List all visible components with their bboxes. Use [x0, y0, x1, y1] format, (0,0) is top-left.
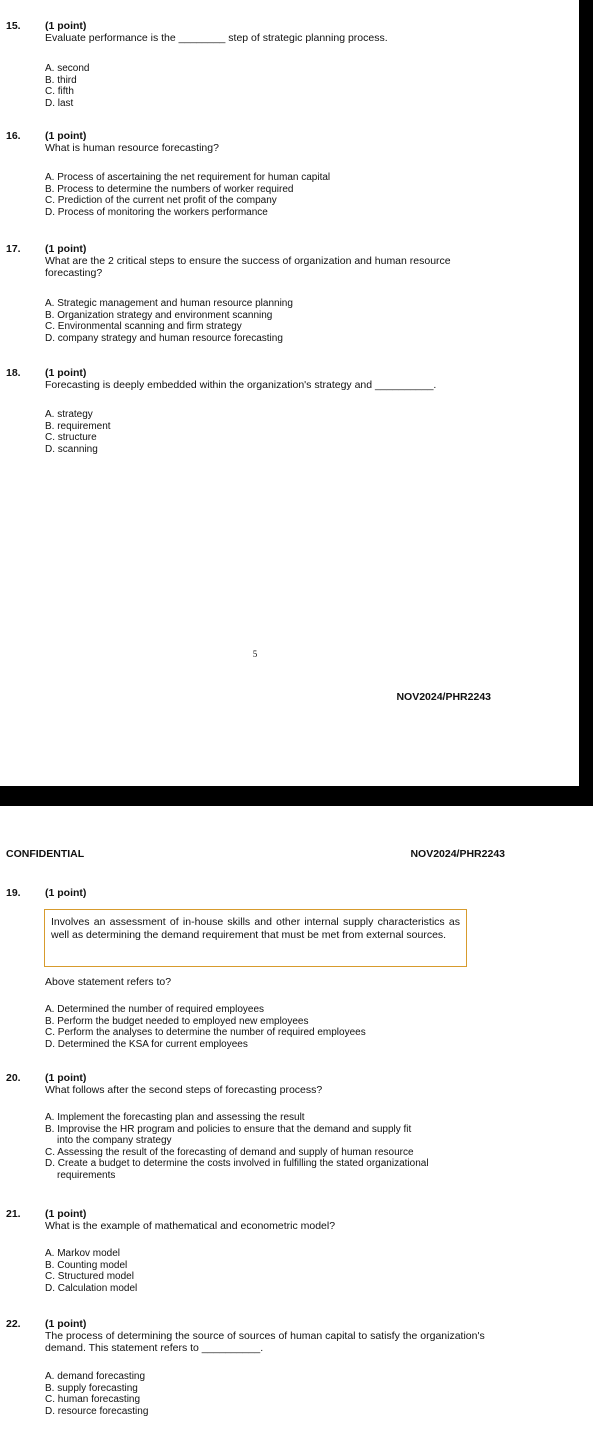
option-c: C. human forecasting [45, 1394, 141, 1405]
option-d-continued: requirements [57, 1169, 116, 1181]
question-number: 20. [6, 1072, 21, 1084]
options-list [45, 1371, 515, 1417]
options-list [45, 63, 515, 109]
option-d: D. Create a budget to determine the costs involved in fulfilling the stated organizational [45, 1158, 429, 1169]
option-b: B. third [45, 74, 77, 86]
option-c: C. Prediction of the current net profit of the company [45, 195, 277, 206]
options-list [45, 1112, 515, 1181]
question-number: 22. [6, 1318, 21, 1330]
option-c: C. Assessing the result of the forecasting of demand and supply of human resource [45, 1146, 414, 1158]
option-c: C. structure [45, 432, 97, 443]
page-break-divider [0, 786, 593, 806]
option-d: D. resource forecasting [45, 1405, 149, 1417]
option-d: D. Determined the KSA for current employees [45, 1038, 248, 1050]
option-a: A. second [45, 63, 90, 74]
option-a: A. Implement the forecasting plan and assessing the result [45, 1112, 305, 1123]
option-c: C. Structured model [45, 1271, 134, 1282]
question-number: 17. [6, 243, 21, 255]
header-document-code: NOV2024/PHR2243 [410, 848, 505, 860]
option-a: A. Strategic management and human resource planning [45, 298, 293, 309]
question-points: (1 point) [45, 243, 87, 255]
page-edge-shadow [579, 0, 593, 790]
option-b-continued: into the company strategy [57, 1135, 172, 1146]
option-c: C. Perform the analyses to determine the number of required employees [45, 1027, 366, 1038]
options-list [45, 1248, 515, 1294]
option-c: C. fifth [45, 86, 74, 97]
question-stem: What is human resource forecasting? [45, 142, 219, 154]
question-number: 19. [6, 887, 21, 899]
option-b: B. Process to determine the numbers of worker required [45, 183, 294, 195]
question-points: (1 point) [45, 367, 87, 379]
option-c: C. Environmental scanning and firm strategy [45, 321, 242, 332]
question-points: (1 point) [45, 130, 87, 142]
option-a: A. Process of ascertaining the net requirement for human capital [45, 172, 331, 183]
option-d: D. last [45, 97, 74, 109]
option-d: D. Calculation model [45, 1282, 138, 1294]
question-points: (1 point) [45, 1072, 87, 1084]
question-stem: What are the 2 critical steps to ensure the success of organization and human resource forecasting? [45, 255, 451, 279]
option-a: A. Determined the number of required employees [45, 1004, 265, 1015]
option-d: D. company strategy and human resource forecasting [45, 332, 283, 344]
options-list [45, 172, 515, 218]
options-list [45, 298, 515, 344]
question-points: (1 point) [45, 1318, 87, 1330]
question-stem: The process of determining the source of sources of human capital to satisfy the organization's demand. This statement refers to __________. [45, 1330, 485, 1354]
options-list [45, 1004, 515, 1050]
header-confidential: CONFIDENTIAL [6, 848, 85, 860]
option-d: D. scanning [45, 443, 98, 455]
question-number: 15. [6, 20, 21, 32]
question-number: 16. [6, 130, 21, 142]
options-list [45, 409, 515, 455]
option-a: A. demand forecasting [45, 1371, 146, 1382]
question-points: (1 point) [45, 1208, 87, 1220]
question-stem: Forecasting is deeply embedded within the organization's strategy and __________. [45, 379, 437, 391]
option-b: B. Perform the budget needed to employed new employees [45, 1015, 309, 1027]
option-b: B. Improvise the HR program and policies to ensure that the demand and supply fit [45, 1123, 412, 1135]
option-b: B. Organization strategy and environment scanning [45, 309, 273, 321]
option-a: A. Markov model [45, 1248, 121, 1259]
question-stem: Evaluate performance is the ________ step of strategic planning process. [45, 32, 388, 44]
statement-box: Involves an assessment of in-house skills and other internal supply characteristics as well as determining the demand requirement that must be met from external sources. [44, 909, 467, 967]
question-points: (1 point) [45, 20, 87, 32]
option-b: B. requirement [45, 420, 111, 432]
option-a: A. strategy [45, 409, 93, 420]
question-stem: What is the example of mathematical and econometric model? [45, 1220, 336, 1232]
option-b: B. supply forecasting [45, 1382, 138, 1394]
question-stem: What follows after the second steps of forecasting process? [45, 1084, 323, 1096]
question-number: 21. [6, 1208, 21, 1220]
option-d: D. Process of monitoring the workers performance [45, 206, 268, 218]
document-code: NOV2024/PHR2243 [396, 691, 491, 703]
question-stem: Above statement refers to? [45, 976, 172, 988]
question-number: 18. [6, 367, 21, 379]
question-points: (1 point) [45, 887, 87, 899]
option-b: B. Counting model [45, 1259, 128, 1271]
page-number: 5 [252, 649, 258, 659]
